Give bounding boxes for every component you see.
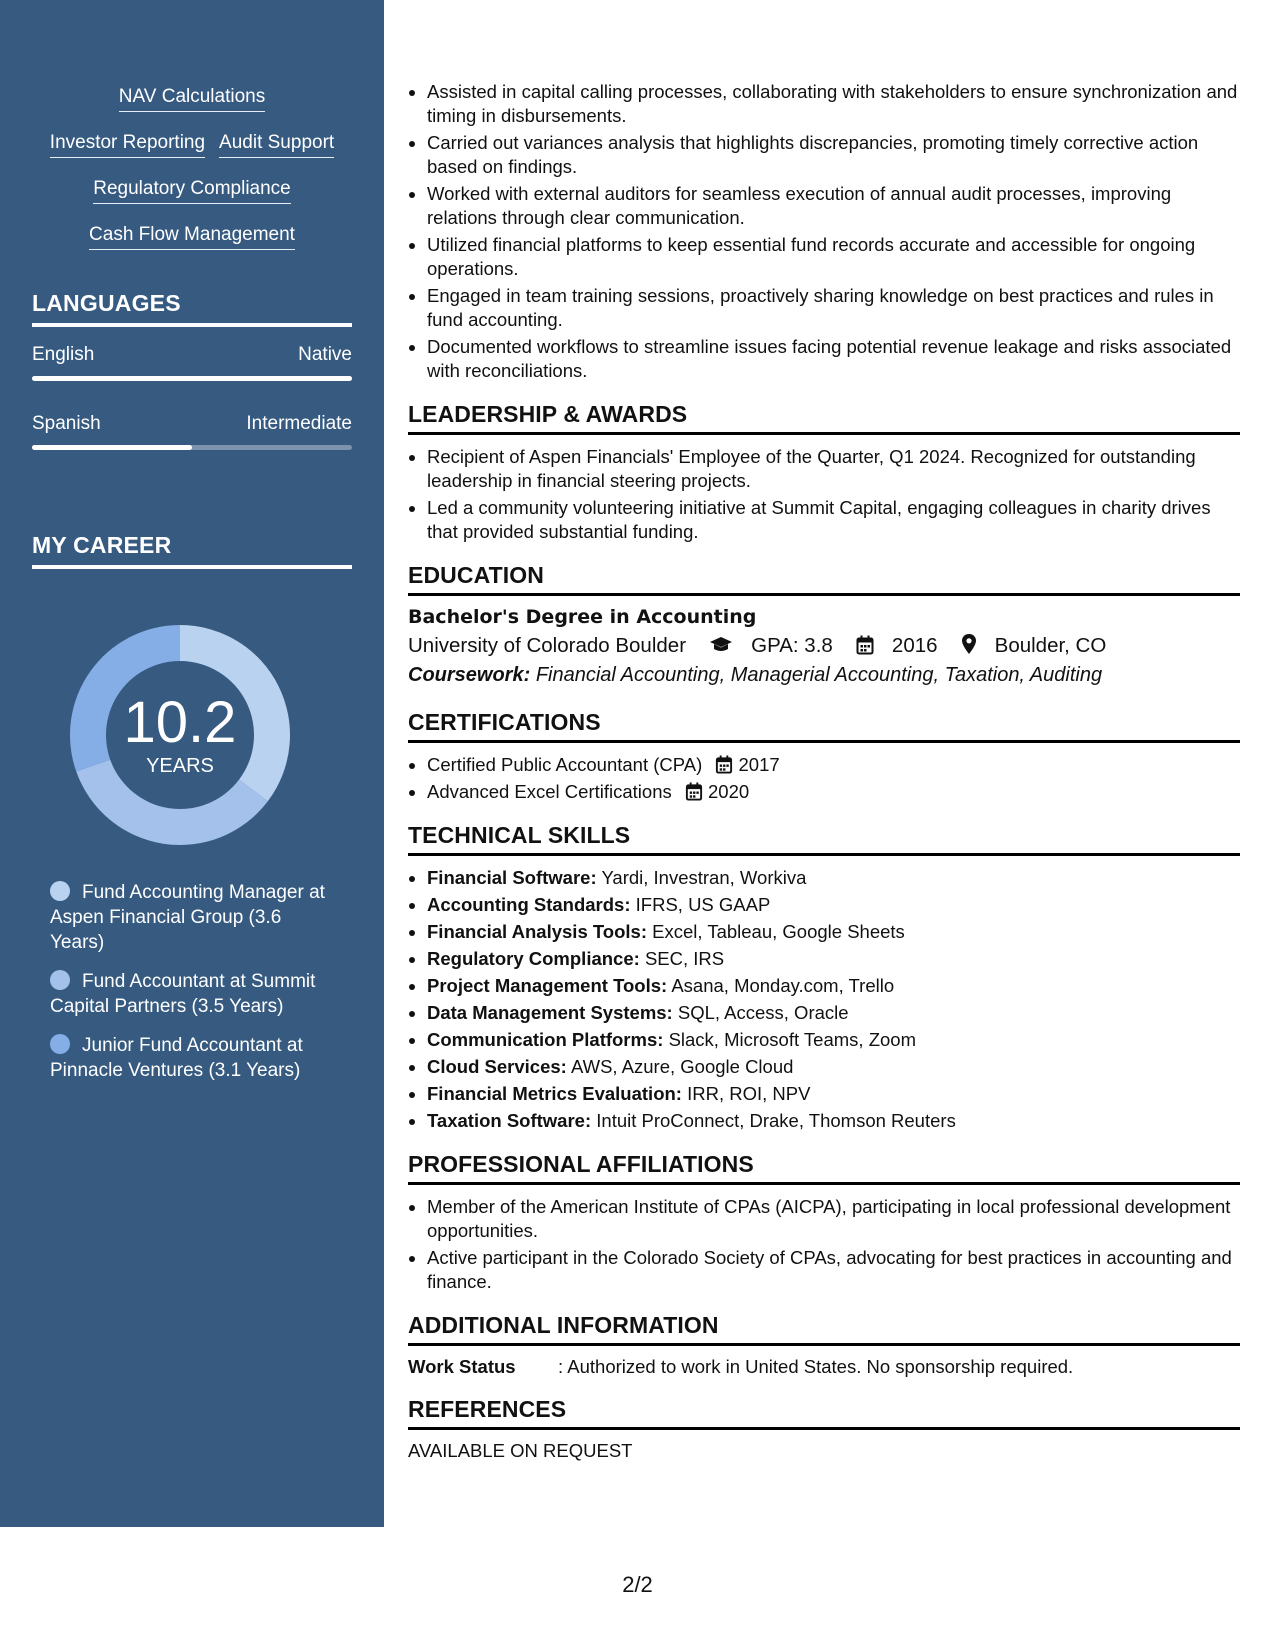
languages-heading: LANGUAGES xyxy=(32,290,352,327)
technical-skills-list xyxy=(408,866,1240,1133)
language-bar xyxy=(32,445,352,450)
certification-item xyxy=(427,753,1240,777)
education-details xyxy=(408,632,1240,660)
map-pin-icon xyxy=(961,633,977,655)
language-level: Native xyxy=(298,344,352,365)
affiliations-list xyxy=(408,1195,1240,1294)
experience-bullet: • Utilized financial platforms to keep essential fund records accurate and accessible for ongoing operations. xyxy=(427,233,1240,281)
page-number: 2/2 xyxy=(622,1572,653,1597)
legend-dot xyxy=(50,970,70,990)
work-status xyxy=(408,1356,1240,1378)
language-bar xyxy=(32,376,352,381)
skill-category: Cloud Services: xyxy=(427,1056,567,1077)
technical-skill-item xyxy=(427,974,1240,998)
certification-item xyxy=(427,780,1240,804)
school-name: University of Colorado Boulder xyxy=(408,634,687,657)
skill-category: Data Management Systems: xyxy=(427,1002,673,1023)
career-total-number: 10.2 xyxy=(123,690,237,755)
affiliation-item: • Member of the American Institute of CPAs (AICPA), participating in local professional development opportunities. xyxy=(427,1195,1240,1243)
skill-values: IFRS, US GAAP xyxy=(635,894,771,915)
career-legend xyxy=(50,880,340,1097)
calendar-icon xyxy=(715,755,733,774)
skill-category: Financial Metrics Evaluation: xyxy=(427,1083,682,1104)
technical-skill-item xyxy=(427,920,1240,944)
career-item-text: Junior Fund Accountant at Pinnacle Ventures (3.1 Years) xyxy=(50,1035,303,1081)
technical-skill-item xyxy=(427,1001,1240,1025)
leadership-heading: LEADERSHIP & AWARDS xyxy=(408,401,1240,435)
degree-title: Bachelor's Degree in Accounting xyxy=(408,606,757,628)
skill-category: Communication Platforms: xyxy=(427,1029,664,1050)
calendar-icon xyxy=(856,635,874,655)
language-name: English xyxy=(32,344,95,365)
certifications-heading: CERTIFICATIONS xyxy=(408,709,1240,743)
skill-category: Project Management Tools: xyxy=(427,975,668,996)
skill-values: AWS, Azure, Google Cloud xyxy=(570,1056,794,1077)
technical-skill-item xyxy=(427,947,1240,971)
career-total-unit: YEARS xyxy=(146,755,214,777)
skill-category: Regulatory Compliance: xyxy=(427,948,640,969)
coursework xyxy=(408,664,1240,687)
certification-name: Advanced Excel Certifications xyxy=(427,781,672,802)
skill-tag: Cash Flow Management xyxy=(89,222,295,250)
skill-category: Accounting Standards: xyxy=(427,894,631,915)
work-status-value: : Authorized to work in United States. No sponsorship required. xyxy=(558,1356,1074,1377)
education-heading: EDUCATION xyxy=(408,562,1240,596)
leadership-item: • Led a community volunteering initiative at Summit Capital, engaging colleagues in charity drives that provided substantial funding. xyxy=(427,496,1240,544)
career-item-text: Fund Accountant at Summit Capital Partners (3.5 Years) xyxy=(50,971,316,1017)
skill-tag: Investor Reporting xyxy=(50,130,205,158)
skill-values: IRR, ROI, NPV xyxy=(687,1083,811,1104)
coursework-list: Financial Accounting, Managerial Accounting, Taxation, Auditing xyxy=(535,664,1103,686)
skill-values: Asana, Monday.com, Trello xyxy=(671,975,895,996)
skill-tag: NAV Calculations xyxy=(119,84,265,112)
experience-bullet: • Documented workflows to streamline issues facing potential revenue leakage and risks associated with reconciliations. xyxy=(427,335,1240,383)
technical-skill-item xyxy=(427,893,1240,917)
career-legend-item xyxy=(50,969,340,1019)
career-legend-item xyxy=(50,880,340,955)
skill-tag: Regulatory Compliance xyxy=(93,176,291,204)
certifications-list xyxy=(408,753,1240,804)
technical-skill-item xyxy=(427,866,1240,890)
coursework-label: Coursework: xyxy=(408,664,531,686)
skill-values: SQL, Access, Oracle xyxy=(677,1002,849,1023)
skill-values: Intuit ProConnect, Drake, Thomson Reuters xyxy=(596,1110,956,1131)
skill-values: SEC, IRS xyxy=(644,948,725,969)
skill-category: Financial Analysis Tools: xyxy=(427,921,647,942)
certification-name: Certified Public Accountant (CPA) xyxy=(427,754,703,775)
additional-info-heading: ADDITIONAL INFORMATION xyxy=(408,1312,1240,1346)
skill-category: Financial Software: xyxy=(427,867,597,888)
sidebar xyxy=(0,0,384,1527)
work-status-label: Work Status xyxy=(408,1356,516,1377)
certification-year: 2020 xyxy=(708,781,750,802)
career-heading: MY CAREER xyxy=(32,532,352,569)
experience-bullet: • Carried out variances analysis that highlights discrepancies, promoting timely corrective action based on findings. xyxy=(427,131,1240,179)
legend-dot xyxy=(50,1034,70,1054)
legend-dot xyxy=(50,881,70,901)
skill-values: Excel, Tableau, Google Sheets xyxy=(652,921,905,942)
skill-tags xyxy=(32,84,352,268)
language-spanish xyxy=(32,413,352,450)
leadership-list xyxy=(408,445,1240,544)
experience-bullet: • Engaged in team training sessions, proactively sharing knowledge on best practices and rules in fund accounting. xyxy=(427,284,1240,332)
affiliation-item: • Active participant in the Colorado Society of CPAs, advocating for best practices in accounting and finance. xyxy=(427,1246,1240,1294)
affiliations-heading: PROFESSIONAL AFFILIATIONS xyxy=(408,1151,1240,1185)
experience-bullet: • Worked with external auditors for seamless execution of annual audit processes, improving relations through clear communication. xyxy=(427,182,1240,230)
gpa: GPA: 3.8 xyxy=(751,634,833,657)
language-name: Spanish xyxy=(32,413,101,434)
career-total xyxy=(66,621,294,849)
references-heading: REFERENCES xyxy=(408,1396,1240,1430)
language-level: Intermediate xyxy=(246,413,352,434)
language-bar-fill xyxy=(32,376,352,381)
language-bar-fill xyxy=(32,445,192,450)
certification-year: 2017 xyxy=(738,754,780,775)
experience-bullets xyxy=(408,80,1240,383)
main-content xyxy=(408,80,1240,1462)
technical-skill-item xyxy=(427,1082,1240,1106)
experience-bullet: • Assisted in capital calling processes, collaborating with stakeholders to ensure synchronization and timing in disbursements. xyxy=(427,80,1240,128)
education-location: Boulder, CO xyxy=(994,634,1107,657)
technical-skill-item xyxy=(427,1055,1240,1079)
skill-values: Yardi, Investran, Workiva xyxy=(601,867,807,888)
technical-skill-item xyxy=(427,1028,1240,1052)
career-item-text: Fund Accounting Manager at Aspen Financial Group (3.6 Years) xyxy=(50,882,325,953)
career-donut-chart xyxy=(66,621,294,849)
skill-tag: Audit Support xyxy=(219,130,334,158)
graduation-cap-icon xyxy=(709,635,733,655)
technical-skill-item xyxy=(427,1109,1240,1133)
technical-skills-heading: TECHNICAL SKILLS xyxy=(408,822,1240,856)
graduation-year: 2016 xyxy=(891,634,938,657)
skill-values: Slack, Microsoft Teams, Zoom xyxy=(668,1029,916,1050)
language-english xyxy=(32,344,352,381)
references-text: AVAILABLE ON REQUEST xyxy=(408,1440,633,1461)
leadership-item: • Recipient of Aspen Financials' Employee of the Quarter, Q1 2024. Recognized for outstanding leadership in financial steering projects. xyxy=(427,445,1240,493)
skill-category: Taxation Software: xyxy=(427,1110,592,1131)
career-legend-item xyxy=(50,1033,340,1083)
calendar-icon xyxy=(685,782,703,801)
